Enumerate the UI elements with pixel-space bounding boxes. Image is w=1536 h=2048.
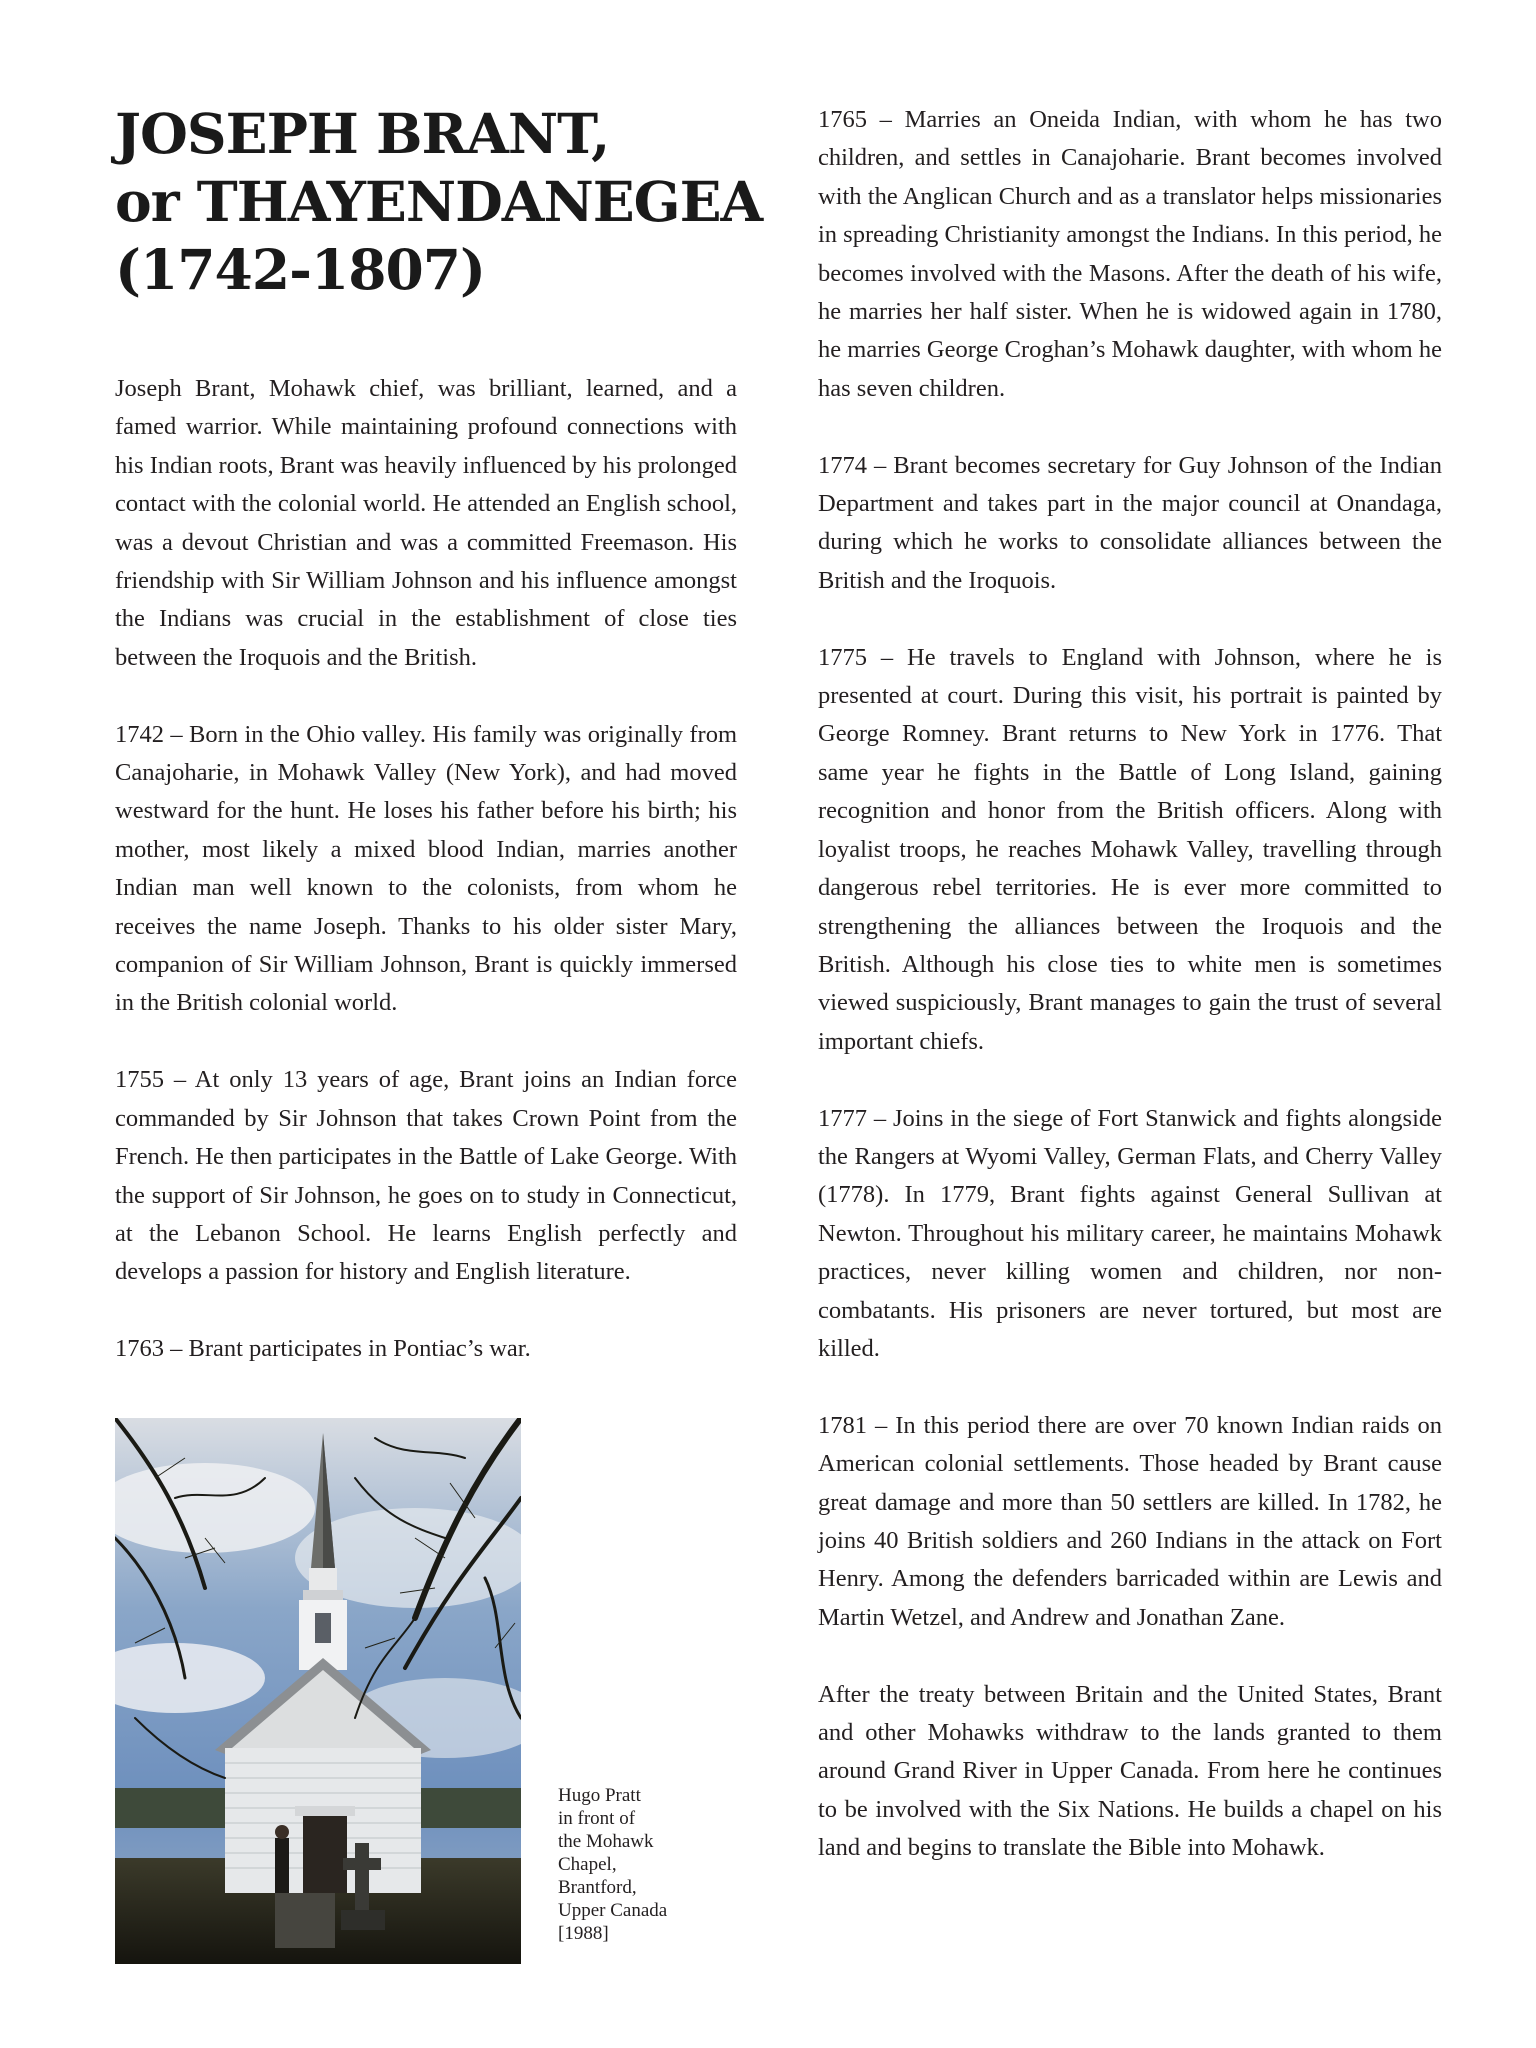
right-text-column — [818, 101, 1442, 1868]
intro-paragraph: Joseph Brant, Mohawk chief, was brilliant, learned, and a famed warrior. While maintaining profound connections with his Indian roots, Brant was heavily influenced by his prolonged contact with the colonial world. He attended an English school, was a devout Christian and was a committed Freemason. His friendship with Sir William Johnson and his influence amongst the Indians was crucial in the establishment of close ties between the Iroquois and the British. — [115, 375, 737, 671]
paragraph-1755: 1755 – At only 13 years of age, Brant joins an Indian force commanded by Sir Johnson that takes Crown Point from the French. He then participates in the Battle of Lake George. With the support of Sir Johnson, he goes on to study in Connecticut, at the Lebanon School. He learns English perfectly and develops a passion for history and English literature. — [115, 1066, 737, 1286]
paragraph-1777: 1777 – Joins in the siege of Fort Stanwick and fights alongside the Rangers at Wyomi Valley, German Flats, and Cherry Valley (1778). In 1779, Brant fights against General Sullivan at Newton. Throughout his military career, he maintains Mohawk practices, never killing women and children, nor non-combatants. His prisoners are never tortured, but most are killed. — [818, 1104, 1442, 1362]
chapel-photo — [115, 1418, 521, 1964]
caption-line: [1988] — [558, 1923, 609, 1944]
caption-line: Upper Canada — [558, 1900, 668, 1921]
caption-line: the Mohawk — [558, 1831, 654, 1852]
photo-caption — [558, 1784, 708, 1945]
title-line: (1742-1807) — [115, 237, 486, 302]
paragraph-1781: 1781 – In this period there are over 70 known Indian raids on American colonial settlements. Those headed by Brant cause great damage and more than 50 settlers are killed. In 1782, he joins 40 British soldiers and 260 Indians in the attack on Fort Henry. Among the defenders barricaded within are Lewis and Martin Wetzel, and Andrew and Jonathan Zane. — [818, 1411, 1442, 1631]
paragraph-1763: 1763 – Brant participates in Pontiac’s war. — [115, 1335, 531, 1363]
paragraph-1742: 1742 – Born in the Ohio valley. His family was originally from Canajoharie, in Mohawk Valley (New York), and had moved westward for the hunt. He loses his father before his birth; his mother, most likely a mixed blood Indian, marries another Indian man well known to the colonists, from whom he receives the name Joseph. Thanks to his older sister Mary, companion of Sir William Johnson, Brant is quickly immersed in the British colonial world. — [115, 720, 737, 1017]
paragraph-1775: 1775 – He travels to England with Johnson, where he is presented at court. During this visit, his portrait is painted by George Romney. Brant returns to New York in 1776. That same year he fights in the Battle of Long Island, gaining recognition and honor from the British officers. Along with loyalist troops, he reaches Mohawk Valley, travelling through dangerous rebel territories. He is ever more committed to strengthening the alliances between the Iroquois and the British. Although his close ties to white men is sometimes viewed suspiciously, Brant manages to gain the trust of several important chiefs. — [818, 643, 1442, 1055]
paragraph-1765: 1765 – Marries an Oneida Indian, with whom he has two children, and settles in Canajoharie. Brant becomes involved with the Anglican Church and as a translator helps missionaries in spreading Christianity amongst the Indians. In this period, he becomes involved with the Masons. After the death of his wife, he marries her half sister. When he is widowed again in 1780, he marries George Croghan’s Mohawk daughter, with whom he has seven children. — [818, 106, 1442, 402]
title-line: JOSEPH BRANT, — [115, 101, 610, 166]
title-line: or THAYENDANEGEA — [115, 169, 763, 234]
chapel-photo-image — [115, 1418, 521, 1964]
caption-line: in front of — [558, 1808, 636, 1829]
caption-line: Chapel, — [558, 1854, 617, 1875]
caption-line: Brantford, — [558, 1877, 637, 1898]
left-text-column — [115, 370, 737, 1369]
page-title — [115, 100, 775, 304]
caption-line: Hugo Pratt — [558, 1785, 641, 1806]
paragraph-treaty: After the treaty between Britain and the United States, Brant and other Mohawks withdraw to the lands granted to them around Grand River in Upper Canada. From here he continues to be involved with the Six Nations. He builds a chapel on his land and begins to translate the Bible into Mohawk. — [818, 1680, 1442, 1862]
paragraph-1774: 1774 – Brant becomes secretary for Guy Johnson of the Indian Department and takes part in the major council at Onandaga, during which he works to consolidate alliances between the British and the Iroquois. — [818, 451, 1442, 594]
